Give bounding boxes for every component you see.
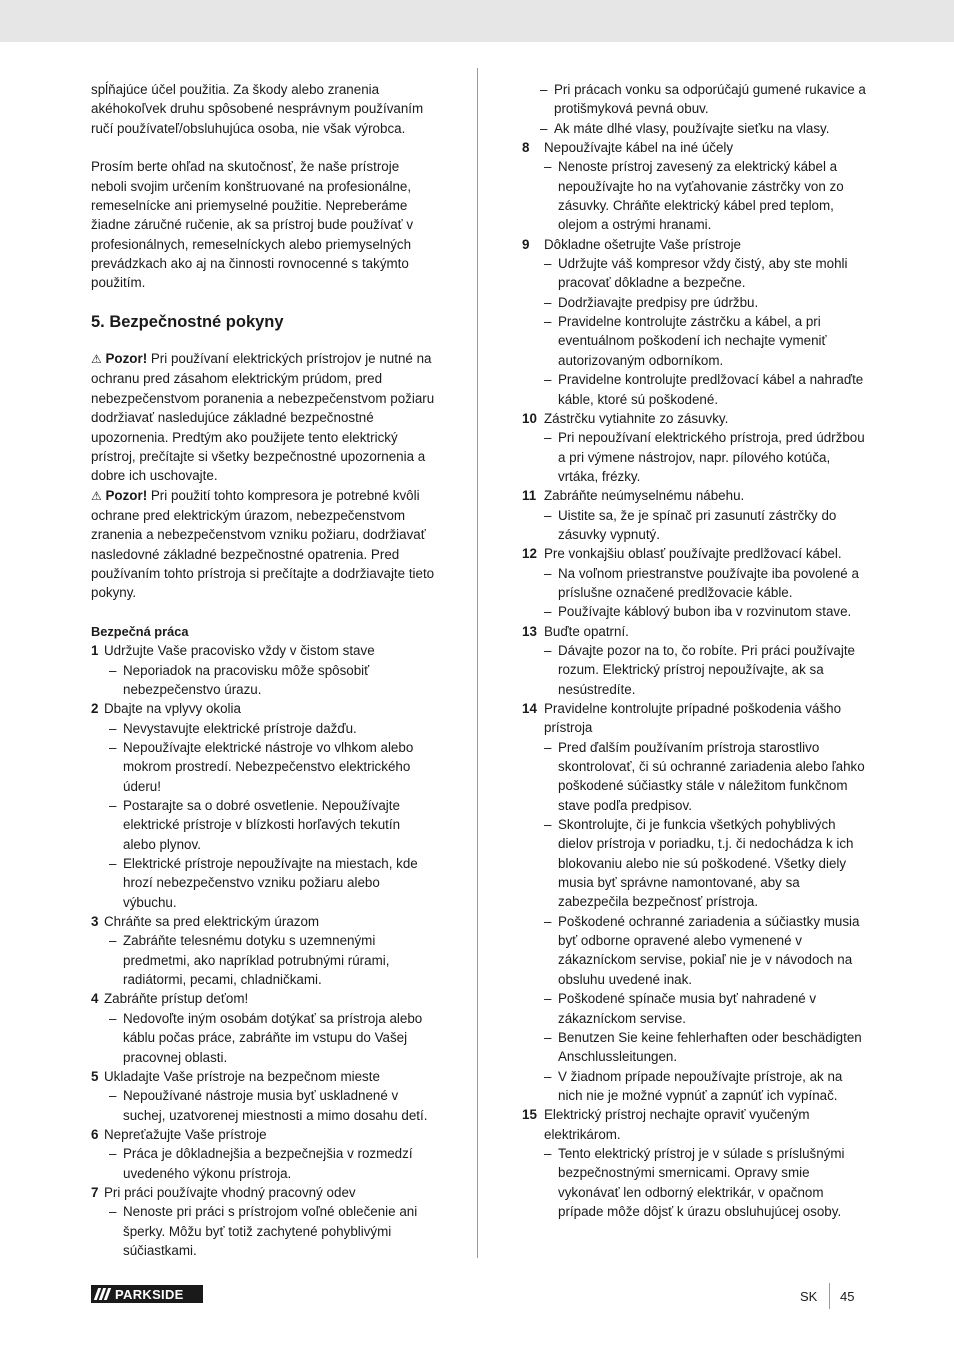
item-title: Pre vonkajšiu oblasť používajte predlžovací kábel. — [544, 546, 842, 562]
bullet-item — [522, 428, 867, 486]
dash-marker: – — [544, 1029, 552, 1045]
numbered-item — [522, 138, 867, 157]
bullet-text: Tento elektrický prístroj je v súlade s príslušnými bezpečnostnými smernicami. Opravy smie vykonávať len odborný elektrikár, v opačnom prípade môže dôjsť k úrazu obsluhujúcej osoby. — [558, 1145, 845, 1219]
item-number: 5 — [91, 1068, 99, 1084]
bullet-item — [522, 912, 867, 989]
bullet-item — [91, 661, 436, 700]
section-heading: 5. Bezpečnostné pokyny — [91, 313, 284, 332]
warning-label: Pozor! — [105, 351, 148, 367]
language-code: SK — [800, 1289, 818, 1304]
continued-bullet-list — [522, 80, 867, 138]
bullet-text: Na voľnom priestranstve používajte iba povolené a príslušne označené predlžovacie káble. — [558, 565, 859, 600]
dash-marker: – — [109, 740, 117, 755]
bullet-item — [522, 80, 867, 119]
bullet-text: Nepoužívajte elektrické nástroje vo vlhkom alebo mokrom prostredí. Nebezpečenstvo elektrického úderu! — [123, 740, 414, 794]
numbered-item — [522, 235, 867, 254]
bullet-text: Benutzen Sie keine fehlerhaften oder beschädigten Anschlussleitungen. — [558, 1029, 862, 1065]
numbered-item — [522, 486, 867, 505]
intro-paragraph-2: Prosím berte ohľad na skutočnosť, že naše prístroje neboli svojim určením konštruované na profesionálne, remeselnícke ani priemyselné použitie. Nepreberáme žiadne záručné ručenie, ak sa prístroj bude používať v profesionálnych, remeselníckych alebo priemyselných prevádzkach ako aj na činnosti rovnocenné s takýmto použitím. — [91, 159, 414, 291]
numbered-item — [522, 1105, 867, 1144]
bullet-item — [522, 1144, 867, 1221]
left-item-list — [91, 641, 436, 1260]
warning-icon: ⚠ — [91, 488, 102, 503]
subsection-heading: Bezpečná práca — [91, 623, 189, 639]
bullet-text: Nepoužívané nástroje musia byť uskladnené v suchej, uzatvorenej miestnosti a mimo dosahu detí. — [123, 1088, 428, 1123]
numbered-item — [91, 912, 436, 931]
bullet-item — [522, 1028, 867, 1067]
numbered-item — [522, 622, 867, 641]
item-number: 14 — [522, 701, 537, 716]
bullet-text: V žiadnom prípade nepoužívajte prístroje, ak na nich nie je možné vypnúť a zapnúť ich vypínač. — [558, 1068, 843, 1103]
dash-marker: – — [544, 604, 552, 620]
warning-text: Pri použití tohto kompresora je potrebné kvôli ochrane pred elektrickým úrazom, nebezpečenstvom zranenia a nebezpečenstvom vzniku požiaru, dodržiavať nasledovné základné bezpečnostné opatrenia. Pred používaním tohto prístroja si prečítajte a dodržiavajte tieto pokyny. — [91, 487, 435, 601]
column-divider — [477, 68, 478, 1258]
item-number: 15 — [522, 1107, 537, 1123]
bullet-item — [522, 157, 867, 234]
dash-marker: – — [544, 991, 552, 1007]
page-number: 45 — [840, 1289, 855, 1304]
bullet-text: Ak máte dlhé vlasy, používajte sieťku na vlasy. — [554, 120, 830, 136]
bullet-text: Pravidelne kontrolujte predlžovací kábel a nahraďte káble, ktoré sú poškodené. — [558, 372, 864, 407]
bullet-item — [522, 1067, 867, 1106]
bullet-item — [91, 738, 436, 796]
dash-marker: – — [109, 1088, 117, 1104]
bullet-text: Nevystavujte elektrické prístroje dažďu. — [123, 720, 357, 736]
item-number: 9 — [522, 236, 530, 252]
numbered-item — [522, 699, 867, 738]
left-column — [91, 80, 436, 1260]
dash-marker: – — [109, 662, 117, 678]
bullet-item — [522, 564, 867, 603]
bullet-text: Udržujte váš kompresor vždy čistý, aby ste mohli pracovať dôkladne a bezpečne. — [558, 256, 848, 291]
bullet-item — [522, 312, 867, 370]
dash-marker: – — [544, 1145, 552, 1161]
item-title: Pri práci používajte vhodný pracovný odev — [104, 1184, 356, 1200]
numbered-item — [522, 409, 867, 428]
bullet-text: Poškodené spínače musia byť nahradené v zákazníckom servise. — [558, 991, 817, 1026]
item-title: Nepreťažujte Vaše prístroje — [104, 1126, 267, 1142]
item-title: Chráňte sa pred elektrickým úrazom — [104, 914, 320, 930]
dash-marker: – — [544, 372, 552, 388]
warning-icon: ⚠ — [91, 352, 102, 367]
bullet-item — [522, 119, 867, 138]
bullet-item — [522, 254, 867, 293]
bullet-item — [522, 738, 867, 815]
bullet-text: Uistite sa, že je spínač pri zasunutí zástrčky do zásuvky vypnutý. — [558, 507, 837, 542]
bullet-text: Pri nepoužívaní elektrického prístroja, pred údržbou a pri výmene nástrojov, napr. pílového kotúča, vrtáka, frézky. — [558, 430, 865, 484]
dash-marker: – — [544, 294, 552, 310]
right-item-list — [522, 138, 867, 1221]
dash-marker: – — [544, 159, 552, 175]
item-number: 2 — [91, 701, 99, 717]
warning-paragraph-1 — [91, 349, 436, 485]
bullet-text: Postarajte sa o dobré osvetlenie. Nepoužívajte elektrické prístroje v blízkosti horľavých tekutín alebo plynov. — [123, 798, 401, 852]
bullet-text: Elektrické prístroje nepoužívajte na miestach, kde hrozí nebezpečenstvo vzniku požiaru alebo výbuchu. — [123, 856, 418, 910]
dash-marker: – — [540, 120, 548, 136]
bullet-text: Nedovoľte iným osobám dotýkať sa prístroja alebo káblu počas práce, zabráňte im vstupu do Vašej pracovnej oblasti. — [123, 1010, 423, 1065]
item-number: 8 — [522, 140, 530, 156]
logo-text: PARKSIDE — [115, 1286, 184, 1302]
bullet-item — [91, 854, 436, 912]
bullet-text: Dávajte pozor na to, čo robíte. Pri práci používajte rozum. Elektrický prístroj nepoužívajte, ak sa nesústredíte. — [558, 642, 855, 697]
right-column — [522, 80, 867, 1221]
bullet-item — [522, 506, 867, 545]
dash-marker: – — [544, 507, 552, 523]
numbered-item — [522, 544, 867, 563]
bullet-item — [522, 989, 867, 1028]
item-title: Pravidelne kontrolujte prípadné poškodenia vášho prístroja — [544, 701, 842, 736]
numbered-item — [91, 1067, 436, 1086]
bullet-item — [91, 796, 436, 854]
item-title: Zástrčku vytiahnite zo zásuvky. — [544, 410, 729, 426]
item-number: 3 — [91, 914, 99, 930]
dash-marker: – — [109, 1204, 117, 1220]
numbered-item — [91, 989, 436, 1008]
bullet-item — [91, 1144, 436, 1183]
item-title: Udržujte Vaše pracovisko vždy v čistom stave — [104, 643, 375, 659]
item-title: Zabráňte neúmyselnému nábehu. — [544, 488, 745, 504]
dash-marker: – — [544, 817, 552, 833]
dash-marker: – — [109, 798, 117, 814]
numbered-item — [91, 1183, 436, 1202]
warning-paragraph-2 — [91, 486, 436, 603]
bullet-text: Poškodené ochranné zariadenia a súčiastky musia byť odborne opravené alebo vymenené v zákazníckom servise, pokiaľ nie je v návodoch na obsluhu uvedené inak. — [558, 913, 860, 987]
dash-marker: – — [109, 933, 117, 949]
item-title: Elektrický prístroj nechajte opraviť vyučeným elektrikárom. — [544, 1107, 810, 1142]
bullet-item — [91, 1086, 436, 1125]
bullet-item — [522, 602, 867, 621]
bullet-item — [91, 1009, 436, 1067]
bullet-text: Zabráňte telesnému dotyku s uzemnenými predmetmi, ako napríklad potrubnými rúrami, radiátormi, pecami, chladničkami. — [123, 933, 390, 988]
item-number: 7 — [91, 1184, 99, 1200]
dash-marker: – — [544, 739, 552, 755]
bullet-item — [522, 370, 867, 409]
bullet-text: Pred ďalším používaním prístroja starostlivo skontrolovať, či sú ochranné zariadenia alebo ľahko poškodené súčiastky stále v náležitom funkčnom stave podľa predpisov. — [558, 739, 865, 813]
bullet-item — [91, 719, 436, 738]
item-number: 4 — [91, 991, 99, 1007]
bullet-item — [522, 815, 867, 912]
dash-marker: – — [544, 256, 552, 272]
bullet-text: Nenoste prístroj zavesený za elektrický kábel a nepoužívajte ho na vyťahovanie zástrčky von zo zásuvky. Chráňte elektrický kábel pred teplom, olejom a ostrými hranami. — [558, 159, 844, 233]
logo-stripes-icon — [91, 1285, 113, 1303]
warning-text: Pri používaní elektrických prístrojov je nutné na ochranu pred zásahom elektrickým prúdom, pred nebezpečenstvom poranenia a nebezpečenstvom požiaru dodržiavať nasledujúce základné bezpečnostné upozornenia. Predtým ako použijete tento elektrický prístroj, prečítajte si všetky bezpečnostné upozornenia a dobre ich uschovajte. — [91, 351, 435, 484]
item-number: 11 — [522, 488, 537, 504]
item-title: Ukladajte Vaše prístroje na bezpečnom mieste — [104, 1068, 380, 1084]
item-number: 12 — [522, 546, 537, 562]
bullet-text: Používajte káblový bubon iba v rozvinutom stave. — [558, 604, 852, 620]
bullet-text: Pravidelne kontrolujte zástrčku a kábel, a pri eventuálnom poškodení ich nechajte vymeniť autorizovaným odborníkom. — [558, 314, 827, 368]
parkside-logo — [91, 1285, 203, 1303]
numbered-item — [91, 699, 436, 718]
bullet-item — [522, 293, 867, 312]
numbered-item — [91, 641, 436, 660]
dash-marker: – — [109, 856, 117, 872]
dash-marker: – — [544, 314, 552, 330]
intro-paragraph-1: spĺňajúce účel použitia. Za škody alebo zranenia akéhokoľvek druhu spôsobené nesprávnym používaním ručí používateľ/obsluhujúca osoba, nie však výrobca. — [91, 82, 424, 136]
bullet-text: Pri prácach vonku sa odporúčajú gumené rukavice a protišmyková pevná obuv. — [554, 82, 866, 117]
top-header-bar — [0, 0, 954, 42]
item-title: Dbajte na vplyvy okolia — [104, 701, 241, 717]
item-number: 13 — [522, 623, 537, 639]
bullet-text: Nenoste pri práci s prístrojom voľné oblečenie ani šperky. Môžu byť totiž zachytené pohyblivými súčiastkami. — [123, 1204, 418, 1258]
bullet-text: Dodržiavajte predpisy pre údržbu. — [558, 294, 759, 310]
dash-marker: – — [544, 565, 552, 581]
dash-marker: – — [544, 1068, 552, 1084]
dash-marker: – — [109, 1146, 117, 1162]
dash-marker: – — [109, 720, 117, 736]
dash-marker: – — [544, 430, 552, 446]
item-title: Nepoužívajte kábel na iné účely — [544, 140, 734, 156]
item-title: Dôkladne ošetrujte Vaše prístroje — [544, 236, 741, 252]
bullet-text: Skontrolujte, či je funkcia všetkých pohyblivých dielov prístroja v poriadku, t.j. či nedochádza k ich blokovaniu alebo nie sú poškodené. Všetky diely musia byť správne namontované, aby sa zabezpečila bezpečnosť prístroja. — [558, 817, 854, 910]
dash-marker: – — [544, 642, 552, 658]
footer-separator — [829, 1283, 830, 1309]
dash-marker: – — [540, 82, 548, 97]
dash-marker: – — [544, 913, 552, 929]
item-number: 1 — [91, 643, 99, 659]
bullet-text: Práca je dôkladnejšia a bezpečnejšia v rozmedzí uvedeného výkonu prístroja. — [123, 1146, 413, 1181]
item-title: Buďte opatrní. — [544, 623, 629, 639]
item-title: Zabráňte prístup deťom! — [104, 991, 249, 1007]
bullet-item — [91, 931, 436, 989]
bullet-item — [91, 1202, 436, 1260]
item-number: 10 — [522, 410, 537, 426]
bullet-item — [522, 641, 867, 699]
item-number: 6 — [91, 1126, 99, 1142]
dash-marker: – — [109, 1010, 117, 1026]
warning-label: Pozor! — [105, 487, 148, 503]
numbered-item — [91, 1125, 436, 1144]
bullet-text: Neporiadok na pracovisku môže spôsobiť nebezpečenstvo úrazu. — [123, 662, 370, 697]
